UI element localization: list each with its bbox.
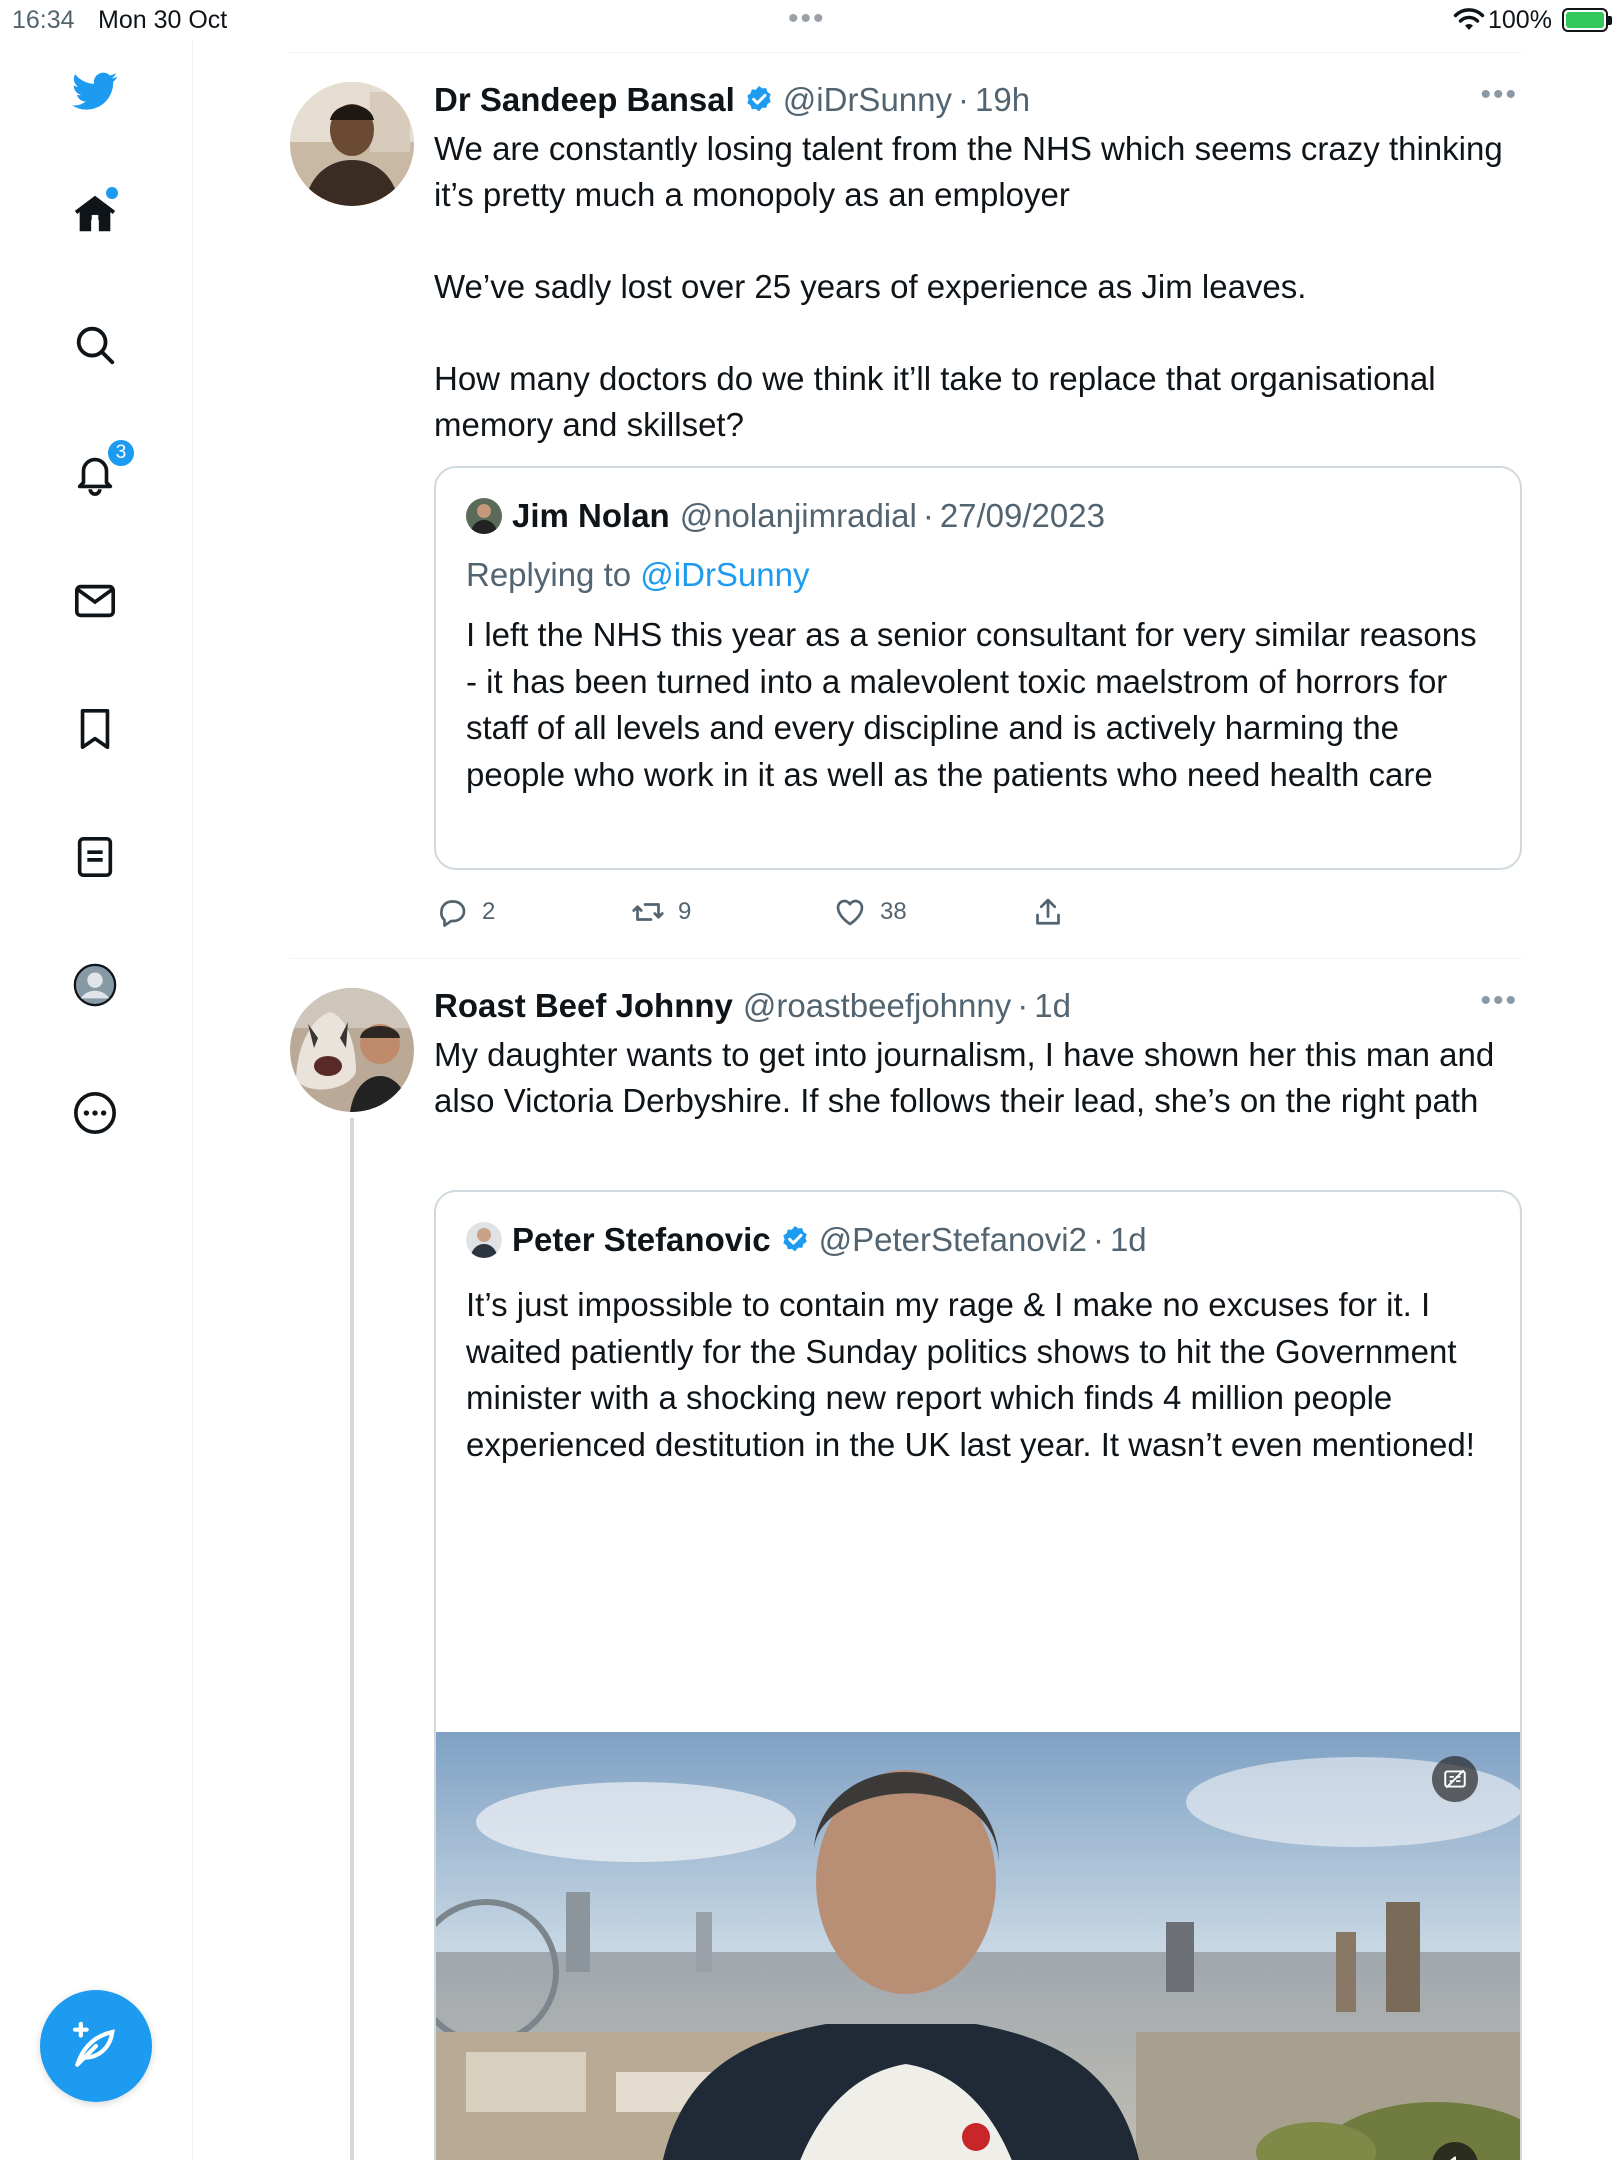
battery-level — [1566, 12, 1604, 28]
quoted-tweet-time: 1d — [1109, 1221, 1147, 1258]
tweet-more-button[interactable]: ••• — [1480, 78, 1518, 111]
lists-icon — [72, 834, 118, 880]
like-count: 38 — [880, 898, 907, 925]
retweet-icon — [630, 894, 666, 930]
divider — [290, 958, 1522, 959]
quoted-author-name: Peter Stefanovic — [512, 1221, 771, 1258]
quoted-tweet[interactable] — [434, 466, 1522, 870]
tweet[interactable] — [290, 984, 1522, 2160]
sidebar-item-messages[interactable] — [66, 572, 124, 630]
share-icon — [1030, 894, 1066, 930]
tweet-paragraph: We are constantly losing talent from the NHS which seems crazy thinking it’s pretty much a monopoly as an employer — [434, 130, 1503, 213]
status-date: Mon 30 Oct — [98, 6, 228, 34]
sidebar-item-home[interactable] — [66, 185, 124, 243]
divider — [290, 52, 1522, 53]
notifications-badge: 3 — [106, 438, 136, 468]
separator-dot: · — [1017, 987, 1029, 1024]
replying-prefix: Replying to — [466, 556, 632, 593]
sidebar — [0, 40, 193, 2160]
quoted-tweet[interactable] — [434, 1190, 1522, 2160]
separator-dot: · — [1092, 1221, 1104, 1258]
quoted-tweet-header — [466, 494, 1105, 538]
tweet-actions — [434, 894, 1522, 934]
search-icon — [72, 322, 118, 368]
retweet-count: 9 — [678, 898, 692, 925]
author-name[interactable]: Dr Sandeep Bansal — [434, 81, 735, 118]
retweet-button[interactable] — [630, 894, 691, 930]
quoted-author-handle: @nolanjimradial — [679, 497, 917, 534]
tweet-paragraph: We’ve sadly lost over 25 years of experience as Jim leaves. — [434, 268, 1307, 305]
tweet-header — [434, 984, 1522, 1028]
tweet-text — [434, 1032, 1522, 1124]
tweet-time[interactable]: 19h — [975, 81, 1031, 118]
replying-mention-link[interactable]: @iDrSunny — [640, 556, 810, 593]
messages-envelope-icon — [72, 578, 118, 624]
reply-button[interactable] — [434, 894, 495, 930]
quoted-author-handle: @PeterStefanovi2 — [818, 1221, 1087, 1258]
thread-line — [350, 1118, 354, 2160]
avatar-jim-nolan — [466, 498, 502, 534]
avatar-roast-beef-johnny[interactable] — [290, 988, 414, 1112]
sidebar-item-lists[interactable] — [66, 828, 124, 886]
author-handle[interactable]: @roastbeefjohnny — [742, 987, 1012, 1024]
sidebar-item-more[interactable] — [66, 1084, 124, 1142]
profile-icon — [72, 962, 118, 1008]
share-button[interactable] — [1030, 894, 1066, 930]
tweet-more-button[interactable]: ••• — [1480, 984, 1518, 1017]
separator-dot: · — [922, 497, 934, 534]
heart-icon — [832, 894, 868, 930]
video-frame — [436, 1732, 1520, 2160]
tweet-header — [434, 78, 1522, 122]
separator-dot: · — [958, 81, 970, 118]
wifi-icon — [1452, 6, 1486, 32]
replying-to — [466, 556, 810, 594]
tweet-time[interactable]: 1d — [1034, 987, 1071, 1024]
reply-icon — [434, 894, 470, 930]
quoted-tweet-text: It’s just impossible to contain my rage & I make no excuses for it. I waited patiently for the Sunday politics shows to hit the Government minister with a shocking new report which finds 4 million people experienced destitution in the UK last year. It wasn’t even mentioned! — [466, 1286, 1475, 1463]
quoted-author-name: Jim Nolan — [512, 497, 670, 534]
quoted-tweet-text: I left the NHS this year as a senior consultant for very similar reasons - it has been turned into a malevolent toxic maelstrom of horrors for staff of all levels and every discipline and is actively harming the people who work in it as well as the patients who need health care — [466, 616, 1477, 793]
quoted-tweet-header — [466, 1218, 1147, 1262]
tweet-text — [434, 126, 1522, 448]
more-icon — [72, 1090, 118, 1136]
avatar-peter-stefanovic — [466, 1222, 502, 1258]
twitter-bird-icon[interactable] — [66, 62, 124, 120]
status-time: 16:34 — [12, 6, 75, 34]
verified-badge-icon — [779, 1224, 811, 1256]
status-bar — [0, 0, 1620, 40]
sidebar-item-search[interactable] — [66, 316, 124, 374]
compose-tweet-button[interactable] — [40, 1990, 152, 2102]
tweet-paragraph: How many doctors do we think it’ll take to replace that organisational memory and skillset? — [434, 360, 1436, 443]
battery-percent: 100% — [1488, 6, 1552, 34]
home-unread-dot — [106, 187, 118, 199]
battery-icon — [1562, 8, 1608, 32]
like-button[interactable] — [832, 894, 907, 930]
bookmark-icon — [72, 706, 118, 752]
compose-feather-icon — [68, 2018, 124, 2074]
author-handle[interactable]: @iDrSunny — [782, 81, 953, 118]
quoted-tweet-time: 27/09/2023 — [939, 497, 1105, 534]
sidebar-item-bookmarks[interactable] — [66, 700, 124, 758]
author-name[interactable]: Roast Beef Johnny — [434, 987, 733, 1024]
tweet[interactable] — [290, 78, 1522, 958]
verified-badge-icon — [743, 84, 775, 116]
sidebar-item-notifications[interactable] — [66, 442, 127, 502]
multitasking-dots-icon[interactable]: ••• — [788, 2, 826, 35]
sidebar-item-profile[interactable] — [66, 956, 124, 1014]
video-player[interactable] — [436, 1732, 1520, 2160]
captions-icon[interactable] — [1432, 1756, 1478, 1802]
tweet-paragraph: My daughter wants to get into journalism, I have shown her this man and also Victoria Derbyshire. If she follows their lead, she’s on the right path — [434, 1036, 1495, 1119]
avatar-sandeep-bansal[interactable] — [290, 82, 414, 206]
reply-count: 2 — [482, 898, 496, 925]
